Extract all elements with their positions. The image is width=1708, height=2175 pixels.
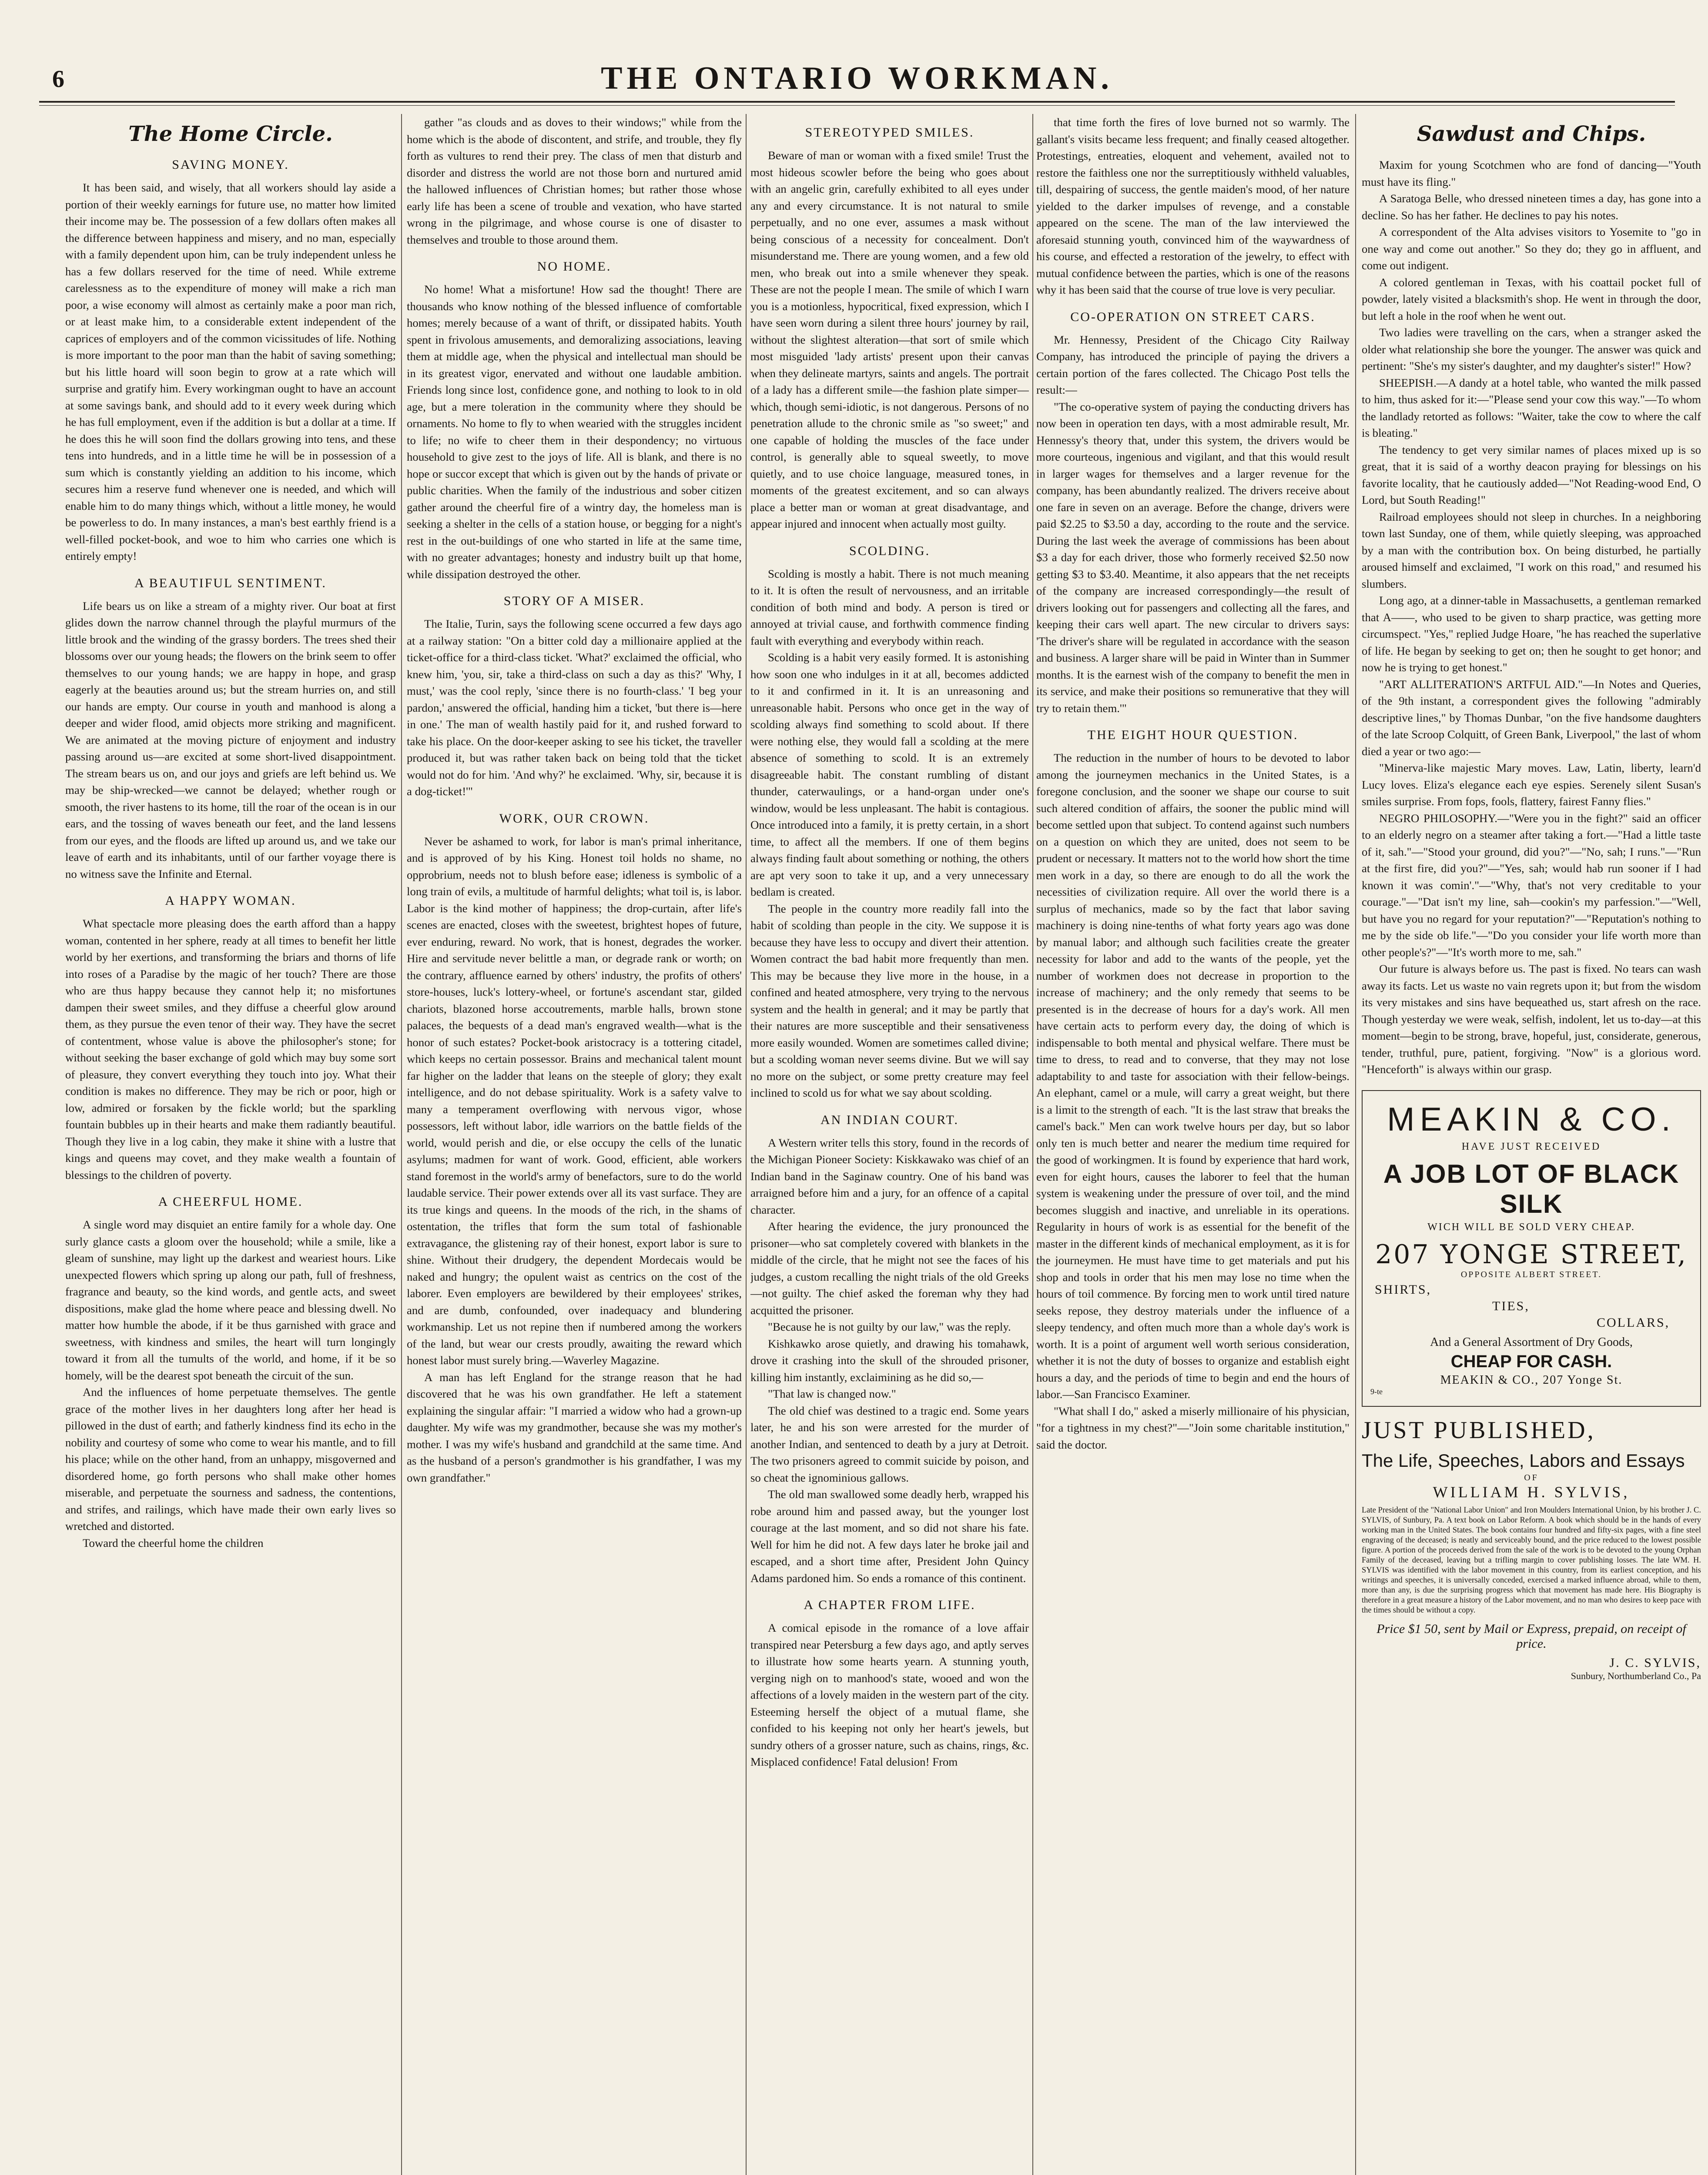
ad-collars: COLLARS, xyxy=(1597,1315,1670,1330)
article-paragraph: A man has left England for the strange reason that he had discovered that he was his own grandfather. He left a statement explaining the singular affair: "I married a widow who had a grown-up daughter. My wife was my grandmother, because she was my mother's mother. I was my wife's husband and grandchild at the same time. And as the husband of a person's grandmother is his grandfather, I was my own grandfather." xyxy=(407,1370,742,1484)
article-title: NO HOME. xyxy=(537,259,612,274)
article-paragraph: Toward the cheerful home the children xyxy=(83,1536,264,1549)
masthead-rule-thin xyxy=(39,105,1675,106)
article-title: CO-OPERATION ON STREET CARS. xyxy=(1070,309,1316,324)
ad2-body: Late President of the "National Labor Union" and Iron Moulders International Union, by his brother J. C. SYLVIS, of Sunbury, Pa. A text book on Labor Reform. A book which should be in the hands of every working man in the United States. The book contains four hundred and fifty-six pages, with a fine steel engraving of the deceased; is neatly and serviceably bound, and the price reduced to the lowest possible figure. A portion of the proceeds derived from the sale of the work is to be devoted to the young Orphan Family of the deceased, leaving but a trifling margin to cover publishing losses. The late WM. H. SYLVIS was identified with the labor movement in this country, from its earliest conception, and his writings and speeches, it is universally conceded, exercised a marked influence abroad, while to them, more than any, is due the surprising progress which that movement has made here. His Biography is therefore in a great measure a history of the Labor movement, and no man who desires to keep pace with the times should be without a copy. xyxy=(1362,1506,1701,1615)
article-paragraph: It has been said, and wisely, that all workers should lay aside a portion of their weekly earnings for future use, no matter how limited their income may be. The possession of a few dollars often makes all the difference between happiness and misery, and no man, especially with a family dependent upon him, can be truly independent unless he has a few dollars reserved for the time of need. While extreme carelessness as to the expenditure of money will make a rich man poor, a wise economy will almost as certainly make a poor man rich, or at least make him, to a considerable extent independent of the caprices of employers and of the common vicissitudes of life. Nothing is more important to the poor man than the habit of saving something; but his little hoard will soon begin to grow at a rate which will surprise and gratify him. Every workingman ought to have an account at some savings bank, and should add to it every week during which he has full employment, even if the addition is but a dollar at a time. If he does this he will soon find the dollars growing into tens, and these tens into hundreds, and in a little time he will be in possession of a sum which is constantly yielding an addition to his income, which secures him a reserve fund whenever one is needed, and which will enable him to do many things which, without a little money, he would be powerless to do. In many instances, a man's best earthly friend is a well-filled pocket-book, and woe to him who carries one which is entirely empty! xyxy=(65,181,396,562)
article-title: A CHAPTER FROM LIFE. xyxy=(804,1598,976,1612)
ad2-of: OF xyxy=(1524,1472,1539,1482)
ad-general-assortment: And a General Assortment of Dry Goods, xyxy=(1430,1335,1633,1349)
ad-sold-cheap: WICH WILL BE SOLD VERY CHEAP. xyxy=(1427,1221,1635,1233)
article-paragraph: "The co-operative system of paying the conducting drivers has now been in operation ten days, with a most admirable result, Mr. Hennessy's theory that, under this system, the drivers would be more courteous, ingenious and vigilant, and that this would result in larger wages for themselves and a larger revenue for the company, has been abundantly realized. The drivers receive about one fare in seven on an average. Before the change, drivers were paid $2.25 to $3.50 a day, according to the route and the service. During the last week the average of commissions has been about $3 a day for each driver, those who formerly received $2.50 now getting $3 to $3.40. Meantime, it also appears that the net receipts of the company are increased correspondingly—the result of drivers looking out for passengers and collecting all the fares, and keeping their cars well apart. The new circular to drivers says: 'The driver's share will be regulated in accordance with the season and business. A larger share will be paid in Winter than in Summer months. It is the earnest wish of the company to benefit the men in its service, and make their positions so remunerative that they will try to retain them.'" xyxy=(1036,400,1350,715)
column-divider xyxy=(746,114,747,2175)
ad-just-received: HAVE JUST RECEIVED xyxy=(1461,1141,1601,1152)
article-title: STORY OF A MISER. xyxy=(503,594,645,608)
article-title: SAVING MONEY. xyxy=(172,157,289,172)
article-paragraph: gather "as clouds and as doves to their windows;" while from the home which is the abode of discontent, and strife, and trouble, they fly forth as vultures to rend their prey. The class of men that disturb and disorder and distress the world are not those born and nurtured amid the hallowed influences of Christian homes; but rather those whose early life has been a scene of trouble and vexation, who have started wrong in the pilgrimage, and whose course is one of disaster to themselves and trouble to those around them. xyxy=(407,116,742,246)
paper-title: THE ONTARIO WORKMAN. xyxy=(601,60,1113,96)
article-title: AN INDIAN COURT. xyxy=(820,1112,959,1127)
article-paragraph: Mr. Hennessy, President of the Chicago City Railway Company, has introduced the principle of paying the drivers a certain portion of the fares collected. The Chicago Post tells the result:— xyxy=(1036,333,1350,396)
article-title: A BEAUTIFUL SENTIMENT. xyxy=(134,576,327,590)
col4-articles xyxy=(1036,310,1350,1453)
article-paragraph: NEGRO PHILOSOPHY.—"Were you in the fight?" said an officer to an elderly negro on a steamer after taking a fort.—"Had a little taste of it, sah."—"Stood your ground, did you?"—"No, sah; I runs."—"Run at the first fire, did you?"—"Yes, sah; would hab run sooner if I had known it was comin'."—"Why, that's not very creditable to your courage."—"Dat isn't my line, sah—cookin's my parfession."—"Well, but have you no regard for your reputation?"—"Reputation's nothing to me by the side ob life."—"Do you consider your life worth more than other people's?"—"It's worth more to me, sah." xyxy=(1362,811,1701,959)
ad-ties: TIES, xyxy=(1492,1298,1530,1313)
column-5 xyxy=(1362,114,1701,2175)
col4-top-paras xyxy=(1036,114,1350,298)
ad-headline: A JOB LOT OF BLACK SILK xyxy=(1383,1159,1680,1218)
article-paragraph: "ART ALLITERATION'S ARTFUL AID."—In Notes and Queries, of the 9th instant, a correspondent gives the following "admirably descriptive lines," by Thomas Dunbar, "on the five handsome daughters of the late Scroop Colquitt, of Green Bank, Liverpool," the last of whom died a year or two ago:— xyxy=(1362,677,1701,758)
article-paragraph: Beware of man or woman with a fixed smile! Trust the most hideous scowler before the being who goes about with an angelic grin, carefully exhibited to all eyes under any and every circumstance. It is not natural to smile perpetually, and no one ever, assumes a mask without being conscious of a necessity for concealment. Don't misunderstand me. There are young women, and a few old men, who break out into a smile whenever they speak. These are not the people I mean. The smile of which I warn you is a motionless, hypocritical, fixed expression, which I have seen worn during a silent three hours' journey by rail, without the slightest alteration—that sort of smile which most misguided 'lady artists' present upon their canvas when they delineate martyrs, saints and angels. The portrait of a lady has a different smile—the fashion plate simper—which, though semi-idiotic, is not dangerous. Persons of no penetration allude to the chronic smile as "so sweet;" and one capable of holding the muscles of the face under control, is generally able to squeal sweetly, to move quietly, and to use choice language, measured tones, in moments of the greatest excitement, and so can always place a better man or woman at great disadvantage, and appear injured and innocent when actually most guilty. xyxy=(750,149,1029,530)
article-paragraph: Scolding is a habit very easily formed. It is astonishing how soon one who indulges in it at all, becomes addicted to it and confirmed in it. It is an unreasoning and unreasonable habit. Persons who once get in the way of scolding always find something to scold about. If there were nothing else, they would fall a scolding at the mere absence of something to scold. It is an extremely disagreeable habit. The constant rumbling of distant thunder, caterwaulings, or a hand-organ under one's window, would be less unpleasant. The habit is contagious. Once introduced into a family, it is pretty certain, in a short time, to affect all the members. If one of them begins always finding fault about something or nothing, the others are apt very soon to take it up, and a very unnecessary bedlam is created. xyxy=(750,651,1029,898)
article-paragraph: And the influences of home perpetuate themselves. The gentle grace of the mother lives in her daughters long after her head is pillowed in the dust of earth; and fatherly kindness find its echo in the nobility and courtesy of some who come to wear his mantle, and to fill his place; while on the other hand, from an unhappy, misgoverned and disordered home, go forth persons who shall make other homes miserable, and perpetuate the sourness and sadness, the contentions, and strifes, and railings, which have made their own early lives so wretched and distorted. xyxy=(65,1385,396,1533)
column-divider xyxy=(1355,114,1356,2175)
article-title: THE EIGHT HOUR QUESTION. xyxy=(1087,728,1299,742)
ad2-heading: JUST PUBLISHED, xyxy=(1362,1416,1596,1444)
article-paragraph: The tendency to get very similar names of places mixed up is so great, that it is said of a worthy deacon praying for blessings on his favorite locality, that he cautiously added—"Not Reading-wood End, O Lord, but South Reading!" xyxy=(1362,443,1701,506)
section-heading-sawdust-chips: Sawdust and Chips. xyxy=(1417,122,1646,146)
article-paragraph: Kishkawko arose quietly, and drawing his tomahawk, drove it crashing into the skull of the shrouded prisoner, killing him instantly, exclaimining as he did so,— xyxy=(750,1337,1029,1384)
article-paragraph: A Western writer tells this story, found in the records of the Michigan Pioneer Society: Kiskkawako was chief of an Indian band in the Saginaw country. One of his band was arraigned before him and a jury, for an offence of a capital character. xyxy=(750,1136,1029,1216)
col2-articles xyxy=(407,259,742,1486)
article-paragraph: A Saratoga Belle, who dressed nineteen times a day, has gone into a decline. So has her father. He declines to pay his notes. xyxy=(1362,192,1701,222)
col5-paras xyxy=(1362,157,1701,1078)
page-number: 6 xyxy=(52,66,64,93)
article-paragraph: SHEEPISH.—A dandy at a hotel table, who wanted the milk passed to him, thus asked for it:—"Please send your cow this way."—To whom the landlady retorted as follows: "Waiter, take the cow to where the calf is bleating." xyxy=(1362,376,1701,439)
article-title: A CHEERFUL HOME. xyxy=(158,1195,303,1209)
article-paragraph: The people in the country more readily fall into the habit of scolding than people in the city. We suppose it is because they have less to occupy and divert their attention. Women contract the bad habit more frequently than men. This may be because they live more in the house, in a confined and heated atmosphere, very trying to the nervous system and the health in general; and it may be partly that their natures are more susceptible and their sensativeness more easily wounded. Women are sometimes called divine; but a scolding woman never seems divine. But we will say no more on the subject, or some pretty creature may feel inclined to scold us for what we say about scolding. xyxy=(750,902,1029,1099)
ad-code: 9-te xyxy=(1370,1387,1383,1396)
ad-opposite: OPPOSITE ALBERT STREET. xyxy=(1460,1269,1602,1279)
col1-articles xyxy=(65,157,396,1551)
article-paragraph: "What shall I do," asked a miserly millionaire of his physician, "for a tightness in my chest?"—"Join some charitable institution," said the doctor. xyxy=(1036,1404,1350,1451)
sylvis-advertisement xyxy=(1362,1416,1701,1682)
article-paragraph: Never be ashamed to work, for labor is man's primal inheritance, and is approved of by his King. Honest toil holds no shame, no opprobrium, needs not to blush before ease; idleness is symbolic of a long train of evils, a multitude of harmful delights; what toil is, is labor. Labor is the kind mother of happiness; the drop-curtain, after life's scenes are enacted, closes with the sweetest, brightest hopes of future, ever enduring, reward. No work, that is honest, degrades the worker. Hire and servitude never belittle a man, or degrade rank or worth; on the contrary, affluence earned by others' industry, the profits of others' store-houses, luck's lottery-wheel, or fortune's ascendant star, gilded chariots, blazoned horse accoutrements, marble halls, brown stone palaces, the bequests of a dead man's engraved wealth—what is the honor of such estates? Pocket-book aristocracy is a tottering citadel, which keeps no certain possessor. Brains and mechanical talent mount far higher on the ladder that leans on the steeple of glory; they exalt intelligence, and do not debase spirituality. Work is a safety valve to many a temperament overflowing with nervous vigor, whose possessors, left without labor, idle warriors on the battle fields of the world, would perish and die, or else occupy the cells of the lunatic asylums; madmen for want of work. Good, efficient, able workers stand foremost in the world's army of benefactors, sure to do the world laudable service. Their power extends over all its vast surface. They are its true kings and queens. In the moods of the rich, in the shams of ostentation, the trifles that form the sum total of fashionable extravagance, the glistening ray of their honest, export labor is sure to shine. Without their drudgery, the dependent Mordecais would be naked and hungry; the opulent waist as centrics on the cost of the laborer. Even employers are bewildered by their employees' strikes, and are dumb, confounded, over inadequacy and blundering workmanship. Let us not repine then if numbered among the workers of the land, but wear our crests proudly, awaiting the reward which honest labor must surely bring.—Waverley Magazine. xyxy=(407,834,742,1367)
article-paragraph: Maxim for young Scotchmen who are fond of dancing—"Youth must have its fling." xyxy=(1362,158,1701,188)
article-paragraph: "Minerva-like majestic Mary moves. Law, Latin, liberty, learn'd Lucy loves. Eliza's elegance each eye espies. Serenely silent Susan's smiles surprise. From fops, fools, flattery, fairest Fanny flies." xyxy=(1362,761,1701,808)
article-paragraph: Long ago, at a dinner-table in Massachusetts, a gentleman remarked that A——, who used to be given to sharp practice, was getting more circumspect. "Yes," replied Judge Hoare, "he has reached the superlative of life. He began by seeking to get on; then he sought to get honor; and now he is trying to get honest." xyxy=(1362,594,1701,674)
article-paragraph: After hearing the evidence, the jury pronounced the prisoner—who sat completely covered with blankets in the middle of the circle, that he might not see the faces of his judges, a custom recalling the night trials of the old Greeks—not guilty. The chief asked the foreman why they had acquitted the prisoner. xyxy=(750,1220,1029,1317)
ad-street: 207 YONGE STREET, xyxy=(1375,1239,1688,1270)
article-paragraph: "That law is changed now." xyxy=(768,1387,896,1400)
column-divider xyxy=(1032,114,1033,2175)
ad2-person: WILLIAM H. SYLVIS, xyxy=(1433,1483,1630,1501)
article-paragraph: The old chief was destined to a tragic end. Some years later, he and his son were arrested for the murder of another Indian, and sentenced to death by a jury at Detroit. The two prisoners agreed to commit suicide by poison, and so cheat the ignominious gallows. xyxy=(750,1404,1029,1484)
masthead-rule xyxy=(39,101,1675,103)
article-paragraph: A colored gentleman in Texas, with his coattail pocket full of powder, lately visited a blacksmith's shop. He went in through the door, but left a hole in the roof when he went out. xyxy=(1362,275,1701,322)
section-heading-home-circle: The Home Circle. xyxy=(128,122,333,146)
col2-top-paras xyxy=(407,114,742,248)
meakin-advertisement xyxy=(1362,1090,1701,1407)
article-paragraph: "Because he is not guilty by our law," was the reply. xyxy=(768,1320,1011,1333)
ad-cheap-for-cash: CHEAP FOR CASH. xyxy=(1450,1352,1612,1371)
ad-shirts: SHIRTS, xyxy=(1375,1282,1432,1297)
article-paragraph: that time forth the fires of love burned not so warmly. The gallant's visits became less frequent; and finally ceased altogether. Protestings, entreaties, eloquent and vehement, availed not to restore the faithless one nor the surreptitiously withheld valuables, till, despairing of success, the gentle maiden's mood, of her nature yielded to the darker impulses of revenge, and a constable appeared on the scene. The man of the law interviewed the aforesaid stunning youth, convinced him of the waywardness of his course, and effected a restoration of the jewelry, to effect with mutual confidence between the parties, which is one of the reasons why it has been said that the course of true love is very peculiar. xyxy=(1036,116,1350,296)
column-divider xyxy=(401,114,402,2175)
ad-firm-name: MEAKIN & CO. xyxy=(1387,1101,1676,1138)
article-paragraph: A comical episode in the romance of a love affair transpired near Petersburg a few days ago, and aptly serves to illustrate how some hearts yearn. A stunning youth, verging nigh on to manhood's state, wooed and won the affections of a lovely maiden in the western part of the city. Esteeming herself the object of a mutual flame, she confided to his keeping not only her heart's jewels, but sundry others of a grosser nature, such as chains, rings, &c. Misplaced confidence! Fatal delusion! From xyxy=(750,1621,1029,1768)
column-2 xyxy=(407,114,742,2175)
article-paragraph: Life bears us on like a stream of a mighty river. Our boat at first glides down the narrow channel through the playful murmurs of the little brook and the winding of the grassy borders. The trees shed their blossoms over our young heads; the flowers on the brink seem to offer themselves to our young hands; we are happy in hope, and grasp eagerly at the beauties around us; but the stream hurries on, and still our hands are empty. Our course in youth and manhood is along a deeper and wider flood, amid objects more striking and magnificent. We are animated at the moving picture of enjoyment and industry passing around us—are excited at some short-lived disappointment. The stream bears us on, and our joys and griefs are left behind us. We may be ship-wrecked—we cannot be delayed; whether rough or smooth, the river hastens to its home, till the roar of the ocean is in our ears, and the tossing of waves beneath our feet, and the land lessens from our eyes, and the floods are lifted up around us, and we take our leave of earth and its inhabitants, until of our farther voyage there is no witness save the Infinite and Eternal. xyxy=(65,599,396,880)
ad2-price: Price $1 50, sent by Mail or Express, prepaid, on receipt of price. xyxy=(1376,1621,1686,1651)
ad-firm-address: MEAKIN & CO., 207 Yonge St. xyxy=(1440,1373,1623,1387)
article-paragraph: No home! What a misfortune! How sad the thought! There are thousands who know nothing of the blessed influence of comfortable homes; merely because of a want of thrift, or dissipated habits. Youth spent in frivolous amusements, and demoralizing associations, leaving them at middle age, when the physical and intellectual man should be in its greatest vigor, enervated and without one laudable ambition. Friends long since lost, confidence gone, and nothing to look to in old age, but a mere toleration in the community where they should be ornaments. No home to fly to when wearied with the struggles incident to life; no wife to cheer them in their despondency; no virtuous household to give zest to the joys of life. All is blank, and there is no hope or succor except that which is given out by the hands of private or public charities. When the family of the industrious and sober citizen gather around the cheerful fire of a wintry day, the homeless man is seeking a shelter in the cells of a station house, or begging for a night's rest in the out-buildings of one who started in life at the same time, with no greater advantages; honesty and industry built up that home, while dissipation destroyed the other. xyxy=(407,283,742,581)
column-1 xyxy=(65,114,396,2175)
article-paragraph: What spectacle more pleasing does the earth afford than a happy woman, contented in her sphere, ready at all times to benefit her little world by her exertions, and transforming the briars and thorns of life into roses of a Paradise by the magic of her touch? There are those who are thus happy because they cannot help it; no misfortunes dampen their sweet smiles, and they diffuse a cheerful glow around them, as they pursue the even tenor of their way. They have the secret of contentment, whose value is above the philosopher's stone; for without seeking the baser exchange of gold which may buy some sort of pleasure, they convert everything they touch into joy. What their condition is makes no difference. They may be rich or poor, high or low, admired or forsaken by the fickle world; but the sparkling fountain bubbles up in their hearts and make them radiantly beautiful. Though they live in a log cabin, they make it shine with a lustre that kings and queens may covet, and they make wealth a fountain of blessings to the children of poverty. xyxy=(65,917,396,1181)
article-paragraph: A single word may disquiet an entire family for a whole day. One surly glance casts a gloom over the household; while a smile, like a gleam of sunshine, may light up the darkest and weariest hours. Like unexpected flowers which spring up along our path, full of freshness, fragrance and beauty, so the kind words, and gentle acts, and sweet dispositions, make glad the home where peace and blessing dwell. No matter how humble the abode, if it be thus garnished with grace and sweetness, with kindness and smiles, the heart will turn longingly toward it from all the tumults of the world, and home, if it be so homely, will be the dearest spot beneath the circuit of the sun. xyxy=(65,1218,396,1382)
article-paragraph: The old man swallowed some deadly herb, wrapped his robe around him and passed away, but the younger lost courage at the last moment, and so did not share his fate. Well for him he did not. A few days later he broke jail and escaped, and a short time after, President John Quincy Adams pardoned him. So ends a romance of this continent. xyxy=(750,1488,1029,1585)
article-paragraph: The Italie, Turin, says the following scene occurred a few days ago at a railway station: "On a bitter cold day a millionaire applied at the ticket-office for a third-class ticket. 'What?' exclaimed the official, who knew him, 'you, sir, take a third-class on such a day as this?' 'Why, I must,' was the cool reply, 'since there is no fourth-class.' 'I beg your pardon,' answered the official, handing him a ticket, 'but there is—here in one.' The man of wealth hastily paid for it, and rushed forward to take his place. On the door-keeper asking to see his ticket, the traveller produced it, but was rather taken back on being told that the ticket would not do for him. 'And why?' he exclaimed. 'Why, sir, because it is a dog-ticket!'" xyxy=(407,617,742,798)
article-paragraph: A correspondent of the Alta advises visitors to Yosemite to "go in one way and come out another." So they do; they go in affluent, and come out indigent. xyxy=(1362,225,1701,272)
article-paragraph: The reduction in the number of hours to be devoted to labor among the journeymen mechanics in the United States, is a foregone conclusion, and the sooner we shape our course to suit such altered condition of affairs, the sooner the public mind will become settled upon that subject. To contend against such numbers on a question on which they are united, does not seem to be prudent or necessary. It matters not to the world how short the time men work in a day, so there are enough to do all the work the necessities of civilization require. All over the world there is a surplus of mechanics, made so by the fact that labor saving machinery is doing nine-tenths of what forty years ago was done by manual labor; and although such facilities create the greater necessity for labor and add to the wants of the people, yet the number of workmen does not decrease in proportion to the increase of machinery; and the only remedy that seems to be presented is in the decrease of hours for a day's work. All men have certain acts to perform every day, the doing of which is indispensable to both mental and physical welfare. There must be time to dress, to read and to converse, that they may not lose adaptability to and taste for association with their fellow-beings. An elephant, camel or a mule, will carry a great weight, but there is a limit to the strength of each. "It is the last straw that breaks the camel's back." Men can work twelve hours per day, but so labor only ten is much better and nearer the medium time required for the good of workingmen. It is found by experience that hard work, even for eight hours, causes the laborer to feel that the human system is weakening under the pressure of over toil, and the mind becomes sluggish and inactive, and unreliable in its operations. Regularity in hours of work is as essential for the benefit of the master in the different kinds of mechanical employment, as it is for the journeymen. He must have time to get materials and put his shop and tools in order that his men may lose no time when the hours of toil commence. By forcing men to work until tired nature seeks repose, they destroy materials under the influence of a sleepy tendency, and often much more than a whole day's work is worth. It is a point of argument well worth serious consideration, whether it is not the duty of bosses to organize and establish eight hours a day, and the periods of time to begin and end the hours of labor.—San Francisco Examiner. xyxy=(1036,751,1350,1401)
article-paragraph: Scolding is mostly a habit. There is not much meaning to it. It is often the result of nervousness, and an irritable condition of both mind and body. A person is tired or annoyed at trivial cause, and forthwith commence finding fault with everything and everybody within reach. xyxy=(750,567,1029,647)
article-paragraph: Two ladies were travelling on the cars, when a stranger asked the older what relationship she bore the younger. The answer was quick and pertinent: "She's my sister's daughter, and my daughter's sister!" How? xyxy=(1362,326,1701,372)
ad2-title: The Life, Speeches, Labors and Essays xyxy=(1362,1450,1685,1471)
article-title: A HAPPY WOMAN. xyxy=(165,893,296,908)
masthead xyxy=(39,52,1675,100)
column-3 xyxy=(750,114,1029,2175)
article-paragraph: Our future is always before us. The past is fixed. No tears can wash away its facts. Let us waste no vain regrets upon it; but from the wisdom its very mistakes and sins have bequeathed us, start afresh on the race. Though yesterday we were weak, selfish, indolent, let us to-day—at this moment—begin to be strong, brave, hopeful, just, considerate, generous, tender, truthful, pure, patient, forgiving. "Now" is a glorious word. "Henceforth" is always within our grasp. xyxy=(1362,962,1701,1076)
ad-goods-list xyxy=(1370,1280,1692,1332)
article-title: SCOLDING. xyxy=(849,543,931,558)
article-title: STEREOTYPED SMILES. xyxy=(805,125,975,140)
article-title: WORK, OUR CROWN. xyxy=(499,811,650,826)
col3-articles xyxy=(750,125,1029,1770)
article-paragraph: Railroad employees should not sleep in churches. In a neighboring town last Sunday, one of them, while quietly sleeping, was approached by a man with the contribution box. On being disturbed, he partially aroused himself and exclaimed, "I work on this road," and resumed his slumbers. xyxy=(1362,510,1701,590)
ad2-signature: J. C. SYLVIS, xyxy=(1609,1655,1701,1670)
ad2-address: Sunbury, Northumberland Co., Pa xyxy=(1571,1670,1701,1681)
column-4 xyxy=(1036,114,1350,2175)
